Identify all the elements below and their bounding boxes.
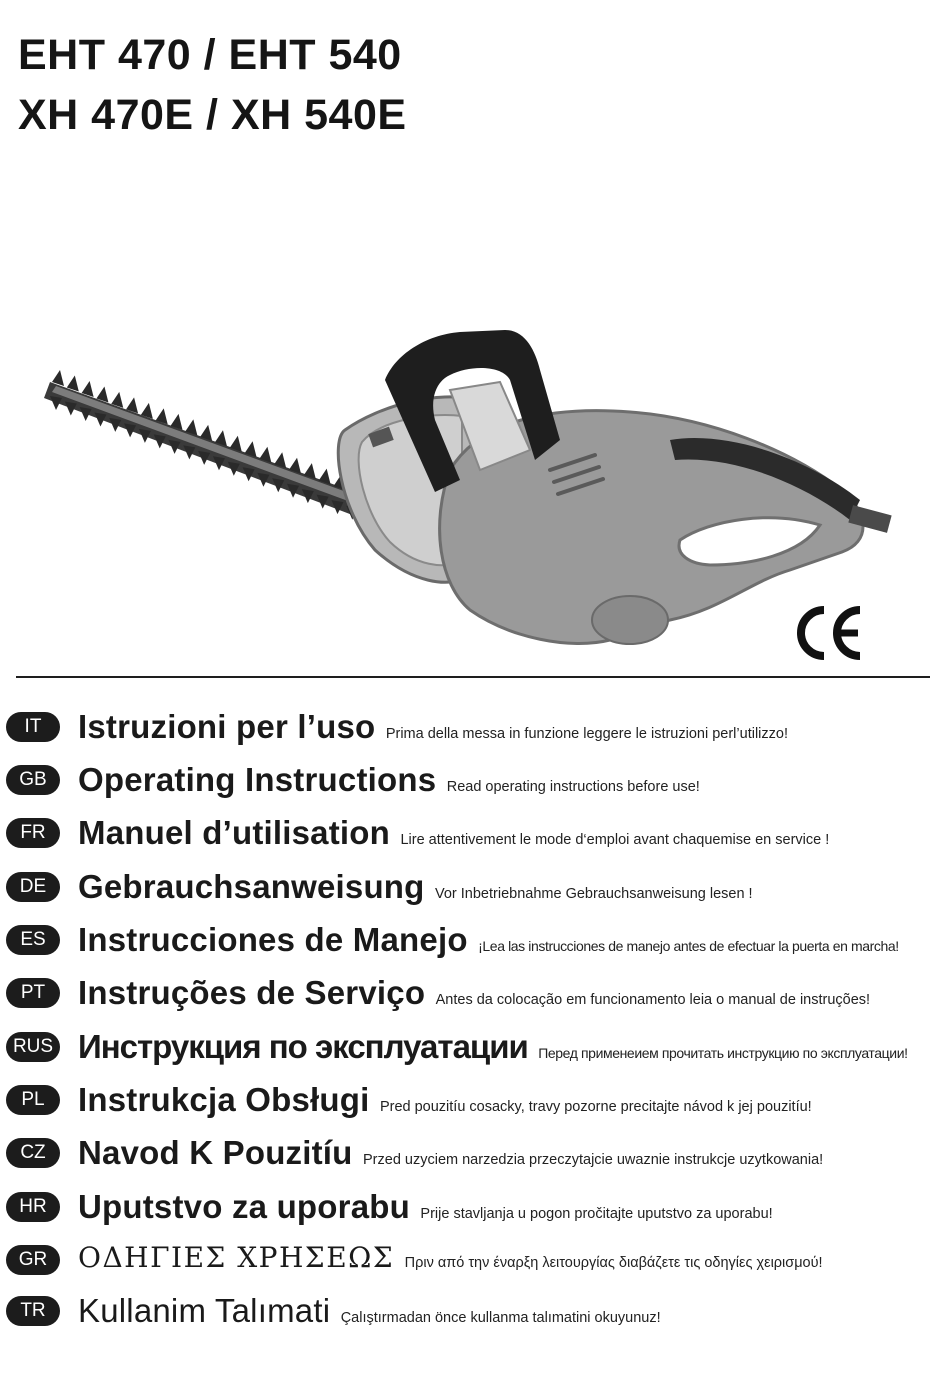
language-badge: TR xyxy=(6,1296,60,1326)
language-row-es xyxy=(0,921,950,977)
language-badge: DE xyxy=(6,872,60,902)
language-row-rus xyxy=(0,1028,950,1084)
language-heading: Manuel d’utilisation xyxy=(78,814,391,851)
language-badge: PT xyxy=(6,978,60,1008)
language-badge: FR xyxy=(6,818,60,848)
language-heading: Gebrauchsanweisung xyxy=(78,868,425,905)
language-row-de xyxy=(0,868,950,924)
language-row-gr xyxy=(0,1241,950,1297)
language-heading: Operating Instructions xyxy=(78,761,437,798)
language-heading: Instrukcja Obsługi xyxy=(78,1081,370,1118)
language-note: Read operating instructions before use! xyxy=(446,779,700,795)
language-heading: Navod K Pouzitíu xyxy=(78,1134,353,1171)
language-heading: Инструкция по эксплуатации xyxy=(78,1028,528,1065)
language-note: ¡Lea las instrucciones de manejo antes de efectuar la puerta en marcha! xyxy=(478,938,899,954)
language-note: Prima della messa in funzione leggere le istruzioni perl’utilizzo! xyxy=(385,726,788,742)
language-heading: Kullanim Talımati xyxy=(78,1292,331,1329)
page-title-line-1: EHT 470 / EHT 540 xyxy=(18,31,402,79)
language-badge: GB xyxy=(6,765,60,795)
language-row-pt xyxy=(0,974,950,1030)
language-note: Πριν από την έναρξη λειτουργίας διαβάζετε τις οδηγίες χειρισμού! xyxy=(404,1255,823,1271)
language-badge: PL xyxy=(6,1085,60,1115)
hedge-trimmer-illustration xyxy=(30,320,900,660)
page-title-line-2: XH 470E / XH 540E xyxy=(18,91,407,139)
language-badge: GR xyxy=(6,1245,60,1275)
language-note: Przed uzyciem narzedzia przeczytajcie uwaznie instrukcje uzytkowania! xyxy=(363,1152,824,1168)
language-note: Pred pouzitíu cosacky, travy pozorne precitajte návod k jej pouzitíu! xyxy=(379,1099,812,1115)
language-row-hr xyxy=(0,1188,950,1244)
language-row-gb xyxy=(0,761,950,817)
language-note: Prije stavljanja u pogon pročitajte uputstvo za uporabu! xyxy=(420,1206,773,1222)
language-row-fr xyxy=(0,814,950,870)
ce-mark-logo xyxy=(794,604,866,662)
language-note: Перед применеием прочитать инструкцию по эксплуатации! xyxy=(538,1045,908,1061)
language-badge: IT xyxy=(6,712,60,742)
language-row-cz xyxy=(0,1134,950,1190)
language-row-it xyxy=(0,708,950,764)
language-note: Antes da colocação em funcionamento leia o manual de instruções! xyxy=(435,992,871,1008)
language-note: Lire attentivement le mode d‘emploi avant chaquemise en service ! xyxy=(400,832,830,848)
language-heading: Istruzioni per l’uso xyxy=(78,708,376,745)
language-row-tr xyxy=(0,1292,950,1348)
language-heading: Instruções de Serviço xyxy=(78,974,426,1011)
language-heading: Instrucciones de Manejo xyxy=(78,921,468,958)
language-badge: RUS xyxy=(6,1032,60,1062)
language-note: Çalıştırmadan önce kullanma talımatini okuyunuz! xyxy=(340,1310,661,1326)
language-row-pl xyxy=(0,1081,950,1137)
language-badge: CZ xyxy=(6,1138,60,1168)
language-heading: Uputstvo za uporabu xyxy=(78,1188,410,1225)
language-badge: HR xyxy=(6,1192,60,1222)
language-heading: ΟΔΗΓΙΕΣ ΧΡΗΣΕΩΣ xyxy=(78,1241,395,1274)
language-badge: ES xyxy=(6,925,60,955)
language-note: Vor Inbetriebnahme Gebrauchsanweisung lesen ! xyxy=(434,886,753,902)
section-divider xyxy=(16,676,930,678)
